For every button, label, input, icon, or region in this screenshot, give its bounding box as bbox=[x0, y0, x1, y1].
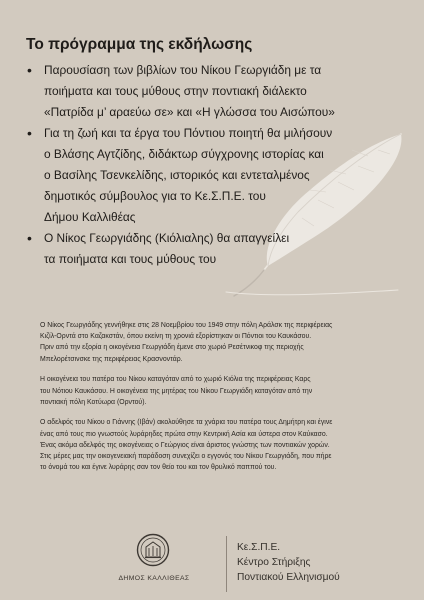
bio-line: Πριν από την εξορία η οικογένεια Γεωργιάδη έμενε στο χωριό Ρεσέτνικοφ της περιοχής bbox=[40, 344, 304, 352]
bio-line: Ο αδελφός του Νίκου ο Γιάννης (Ιβάν) ακολούθησε τα χνάρια του πατέρα τους Δημήτρη και έγινε bbox=[40, 419, 333, 427]
bio-paragraph bbox=[40, 374, 394, 408]
municipality-name: ΔΗΜΟΣ ΚΑΛΛΙΘΕΑΣ bbox=[118, 575, 190, 582]
bio-line: Στις μέρες μας την οικογενειακή παράδοση συνεχίζει ο εγγονός του Νίκου Γεωργιάδη, που πήρε bbox=[40, 453, 332, 461]
program-item-line: δημοτικός σύμβουλος για το Κε.Σ.Π.Ε. του bbox=[44, 189, 266, 203]
program-item-line: • Για τη ζωή και τα έργα του Πόντιου ποιητή θα μιλήσουν bbox=[44, 126, 333, 140]
organization-line: Ποντιακού Ελληνισμού bbox=[237, 572, 340, 583]
bio-paragraph bbox=[40, 320, 394, 365]
bio-line: Ένας ακόμα αδελφός της οικογένειας ο Γεώργιος είναι άριστος γνώστης των ποντιακών χορών. bbox=[40, 441, 330, 449]
program-item-line: ποιήματα και τους μύθους στην ποντιακή διάλεκτο bbox=[44, 84, 307, 98]
bio-line: το όνομά του και έγινε λυράρης σαν τον θείο του και τον θρυλικό παππού του. bbox=[40, 464, 277, 472]
bio-line: ένας από τους πιο γνωστούς λυράρηδες πρώτα στην Κεντρική Ασία και ύστερα στον Καύκασο. bbox=[40, 430, 328, 438]
program-item-line: ο Βλάσης Αγτζίδης, διδάκτωρ σύγχρονης ιστορίας και bbox=[44, 147, 324, 161]
footer-divider bbox=[226, 536, 227, 592]
bio-paragraph bbox=[40, 417, 394, 473]
program-item-line: ο Βασίλης Τσενκελίδης, ιστορικός και εντεταλμένος bbox=[44, 168, 310, 182]
bio-line: Η οικογένεια του πατέρα του Νίκου καταγόταν από το χωριό Κιόλια της περιφέρειας Καρς bbox=[40, 376, 311, 384]
bio-line: ποντιακή πόλη Κοτύωρα (Ορντού). bbox=[40, 398, 147, 406]
program-list bbox=[44, 60, 404, 270]
bio-line: του Νότιου Καυκάσου. Η οικογένεια της μητέρας του Νίκου Γεωργιάδη καταγόταν από την bbox=[40, 387, 313, 395]
program-item-line: «Πατρίδα μ’ αραεύω σε» και «Η γλώσσα του Αισώπου» bbox=[44, 105, 335, 119]
footer bbox=[0, 530, 424, 600]
program-item bbox=[44, 123, 404, 228]
organization-line: Κέντρο Στήριξης bbox=[237, 557, 311, 568]
program-item-line: • Ο Νίκος Γεωργιάδης (Κιόλιαλης) θα απαγγείλει bbox=[44, 231, 290, 245]
bio-line: Ο Νίκος Γεωργιάδης γεννήθηκε στις 28 Νοεμβρίου του 1949 στην πόλη Αράλσκ της περιφέρειας bbox=[40, 322, 333, 329]
program-item-line: Δήμου Καλλιθέας bbox=[44, 210, 136, 224]
biography bbox=[40, 320, 394, 483]
organization-name bbox=[237, 540, 340, 585]
program-item bbox=[44, 228, 404, 270]
program-item bbox=[44, 60, 404, 123]
program-item-line: τα ποιήματα και τους μύθους του bbox=[44, 252, 217, 266]
municipality-seal-icon bbox=[136, 533, 170, 567]
program-item-line: • Παρουσίαση των βιβλίων του Νίκου Γεωργιάδη με τα bbox=[44, 63, 322, 77]
bio-line: Κιζίλ-Ορντά στο Καζακστάν, όπου εκείνη τη χρονιά εξορίστηκαν οι Πόντιοι του Καυκάσου. bbox=[40, 333, 312, 341]
organization-line: Κε.Σ.Π.Ε. bbox=[237, 542, 281, 553]
program-title: Το πρόγραμμα της εκδήλωσης bbox=[26, 36, 253, 53]
bio-line: Μπελορέτσινσκε της περιφέρειας Κρασνοντάρ. bbox=[40, 355, 183, 363]
